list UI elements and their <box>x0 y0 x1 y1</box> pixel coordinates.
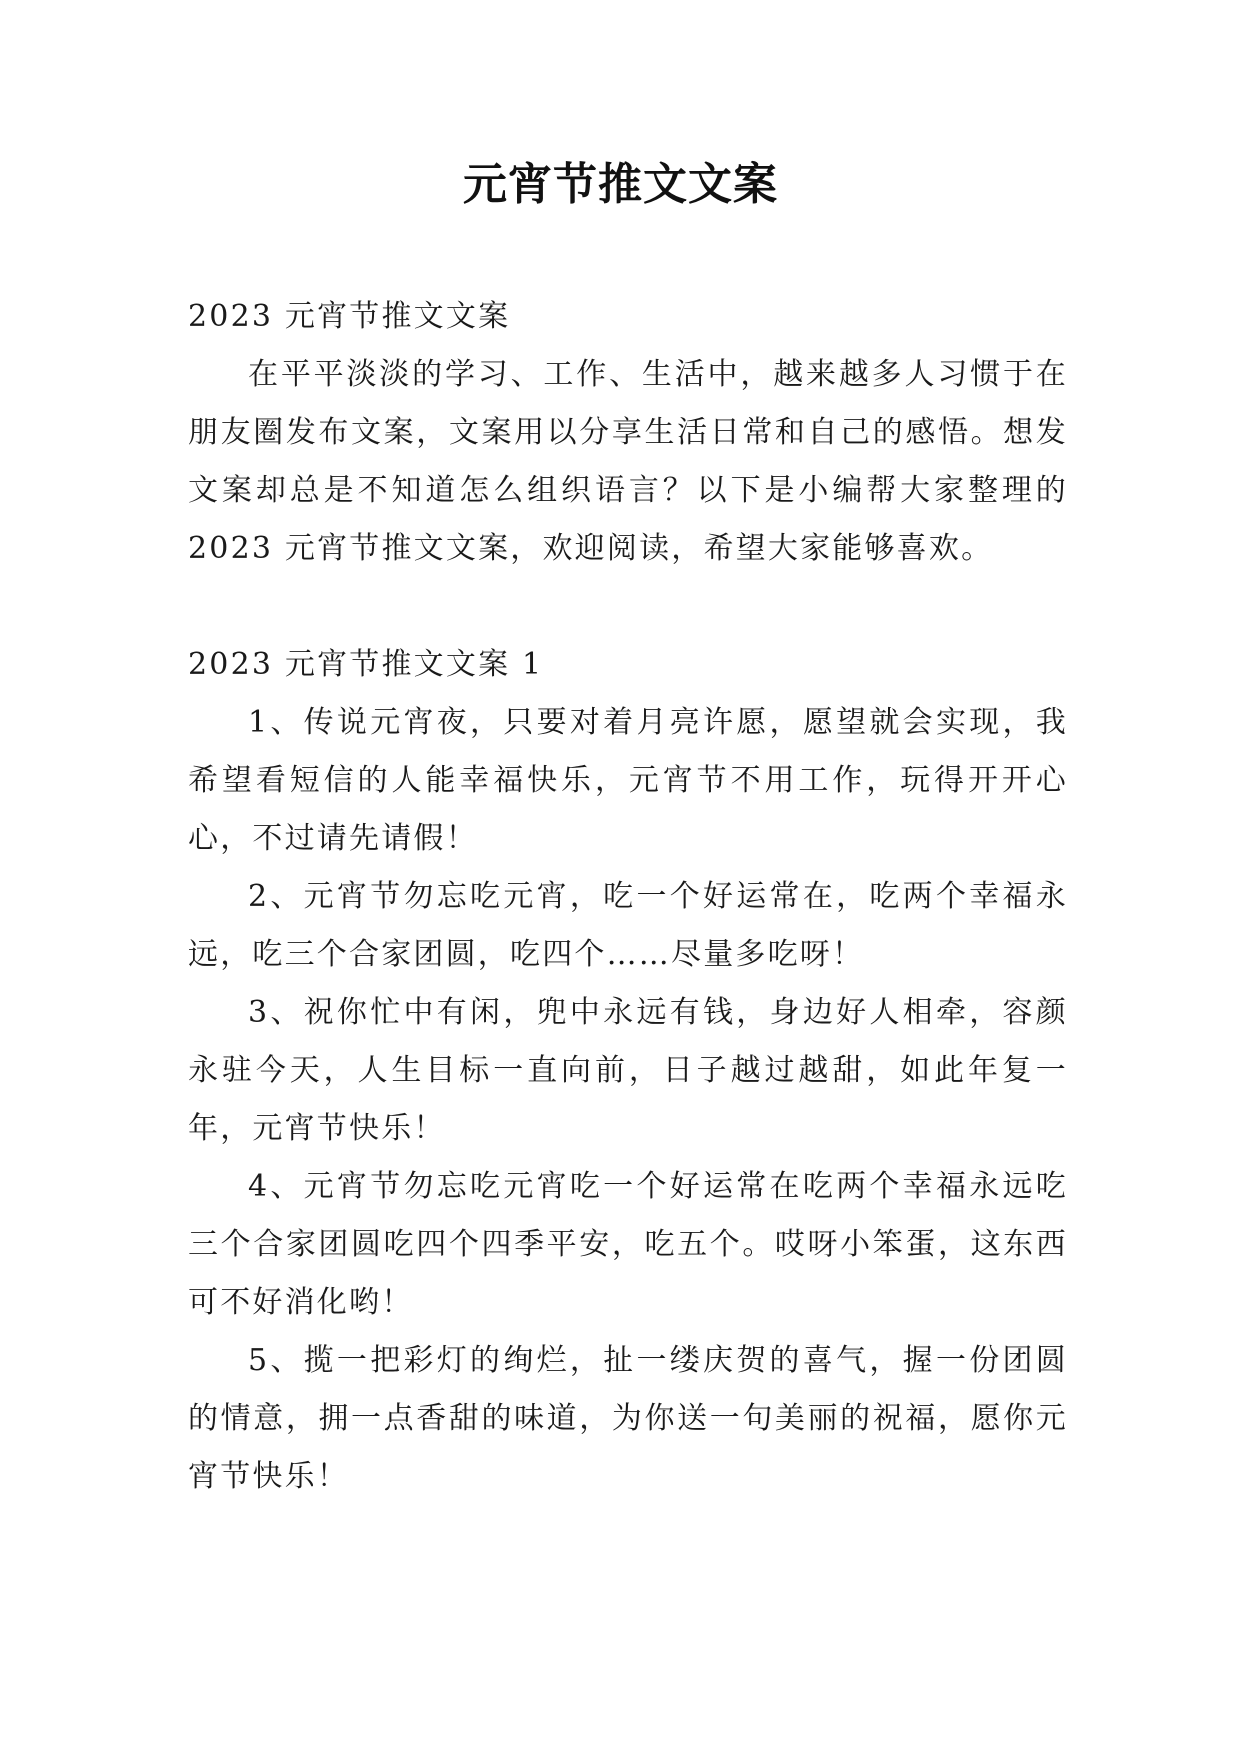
section-heading: 2023 元宵节推文文案 1 <box>188 647 544 682</box>
section-spacer <box>188 578 1068 636</box>
list-item: 1、传说元宵夜，只要对着月亮许愿，愿望就会实现，我希望看短信的人能幸福快乐，元宵节不用工作，玩得开开心心，不过请先请假！ <box>188 705 1068 856</box>
intro-heading: 2023 元宵节推文文案 <box>188 299 511 334</box>
document-title: 元宵节推文文案 <box>463 159 778 210</box>
document-body <box>188 288 1068 1506</box>
list-item: 5、揽一把彩灯的绚烂，扯一缕庆贺的喜气，握一份团圆的情意，拥一点香甜的味道，为你送一句美丽的祝福，愿你元宵节快乐！ <box>188 1343 1068 1494</box>
intro-paragraph: 在平平淡淡的学习、工作、生活中，越来越多人习惯于在朋友圈发布文案，文案用以分享生活日常和自己的感悟。想发文案却总是不知道怎么组织语言？以下是小编帮大家整理的 2023 元宵节推文文案，欢迎阅读，希望大家能够喜欢。 <box>188 357 1068 566</box>
list-item: 2、元宵节勿忘吃元宵，吃一个好运常在，吃两个幸福永远，吃三个合家团圆，吃四个……尽量多吃呀！ <box>188 879 1068 972</box>
list-item: 3、祝你忙中有闲，兜中永远有钱，身边好人相牵，容颜永驻今天，人生目标一直向前，日子越过越甜，如此年复一年，元宵节快乐！ <box>188 995 1068 1146</box>
list-item: 4、元宵节勿忘吃元宵吃一个好运常在吃两个幸福永远吃三个合家团圆吃四个四季平安，吃五个。哎呀小笨蛋，这东西可不好消化哟！ <box>188 1169 1068 1320</box>
